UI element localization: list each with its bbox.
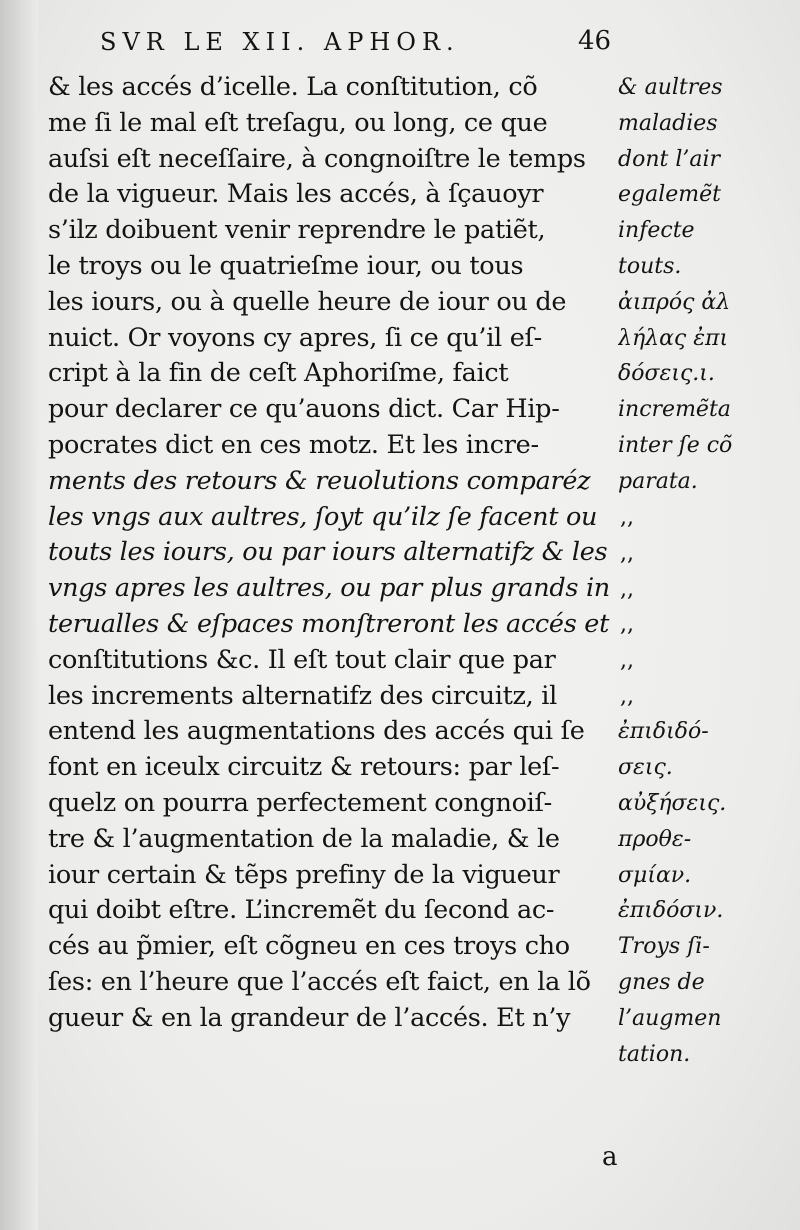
quote-mark: ,,: [620, 540, 634, 566]
margin-note-greek: δόσεις.ι.: [618, 361, 715, 387]
text-line: qui doibt eſtre. L’incremẽt du ſecond ac-: [48, 895, 555, 926]
margin-note-greek: ἐπιδιδό-: [618, 719, 709, 745]
text-line: tre & l’augmentation de la maladie, & le: [48, 823, 560, 854]
text-line: les increments alternatifz des circuitz, il: [48, 680, 558, 711]
catchword: a: [602, 1142, 618, 1172]
text-line: les iours, ou à quelle heure de iour ou de: [48, 286, 567, 317]
quotation-marks: [620, 500, 660, 715]
running-head: SVR LE XII. APHOR.: [100, 28, 460, 56]
text-line: ſes: en l’heure que l’accés eſt faict, en la lõ: [48, 966, 591, 997]
quote-mark: ,,: [620, 683, 634, 709]
margin-note-greek: ἀιπρός ἀλ: [618, 289, 731, 315]
margin-note: egalemẽt: [618, 182, 721, 208]
page-header: [100, 22, 770, 66]
text-line: de la vigueur. Mais les accés, à ſçauoyr: [48, 179, 544, 210]
quote-mark: ,,: [620, 505, 634, 530]
quote-mark: ,,: [620, 612, 634, 638]
margin-note: inter ſe cõ: [618, 432, 733, 458]
quoted-line: touts les iours, ou par iours alternatifz & les: [48, 537, 608, 568]
margin-note: touts.: [618, 253, 682, 279]
text-line: entend les augmentations des accés qui ſe: [48, 716, 585, 747]
margin-note: dont l’air: [618, 146, 721, 172]
margin-note: parata.: [618, 468, 698, 494]
margin-note-greek: ἐπιδόσιν.: [618, 898, 724, 924]
quote-mark: ,,: [620, 576, 634, 602]
text-line: gueur & en la grandeur de l’accés. Et n’y: [48, 1002, 571, 1033]
text-line: font en iceulx circuitz & retours: par leſ-: [48, 752, 560, 783]
page-number: 46: [578, 26, 612, 56]
margin-note-greek: λήλας ἐπι: [618, 325, 729, 351]
text-line: me ſi le mal eſt treſagu, ou long, ce que: [48, 107, 548, 138]
body-text: [48, 70, 618, 1037]
text-line: nuict. Or voyons cy apres, ſi ce qu’il eſ-: [48, 322, 542, 353]
text-line: cés au p̃mier, eſt cõgneu en ces troys cho: [48, 931, 570, 962]
margin-note: gnes de: [618, 969, 705, 995]
quoted-line: ments des retours & reuolutions comparéz: [48, 465, 591, 496]
quoted-line: vngs apres les aultres, ou par plus grands in: [48, 573, 610, 604]
margin-note: l’augmen: [618, 1005, 722, 1031]
quote-mark: ,,: [620, 648, 634, 674]
text-line: auſsi eſt neceſſaire, à congnoiſtre le temps: [48, 143, 586, 174]
margin-note-greek: προθε-: [618, 826, 692, 852]
text-line: pour declarer ce qu’auons dict. Car Hip-: [48, 394, 560, 425]
text-line: iour certain & tẽps prefiny de la vigueur: [48, 859, 560, 890]
text-line: s’ilz doibuent venir reprendre le patiẽt,: [48, 215, 546, 246]
margin-note: incremẽta: [618, 397, 731, 423]
margin-note-greek: σμίαν.: [618, 862, 692, 888]
text-line: quelz on pourra perfectement congnoiſ-: [48, 787, 552, 818]
page-gutter-shadow: [0, 0, 38, 1230]
margin-note-greek: σεις.: [618, 755, 673, 781]
margin-note: maladies: [618, 110, 718, 136]
margin-note: Troys ſi-: [618, 934, 710, 960]
margin-note: infecte: [618, 218, 695, 244]
margin-note-greek: αὐξήσεις.: [618, 790, 727, 816]
text-line: le troys ou le quatrieſme iour, ou tous: [48, 250, 524, 281]
text-line: conſtitutions &c. Il eſt tout clair que par: [48, 644, 556, 675]
text-line: cript à la fin de ceſt Aphoriſme, faict: [48, 358, 509, 389]
text-line: pocrates dict en ces motz. Et les incre-: [48, 429, 539, 460]
text-line: & les accés d’icelle. La conſtitution, cõ: [48, 72, 538, 102]
margin-note: tation.: [618, 1041, 691, 1067]
margin-note: & aultres: [618, 75, 723, 100]
quoted-line: les vngs aux aultres, ſoyt qu’ilz ſe facent ou: [48, 501, 598, 532]
quoted-line: terualles & eſpaces monſtreront les accés et: [48, 608, 610, 639]
